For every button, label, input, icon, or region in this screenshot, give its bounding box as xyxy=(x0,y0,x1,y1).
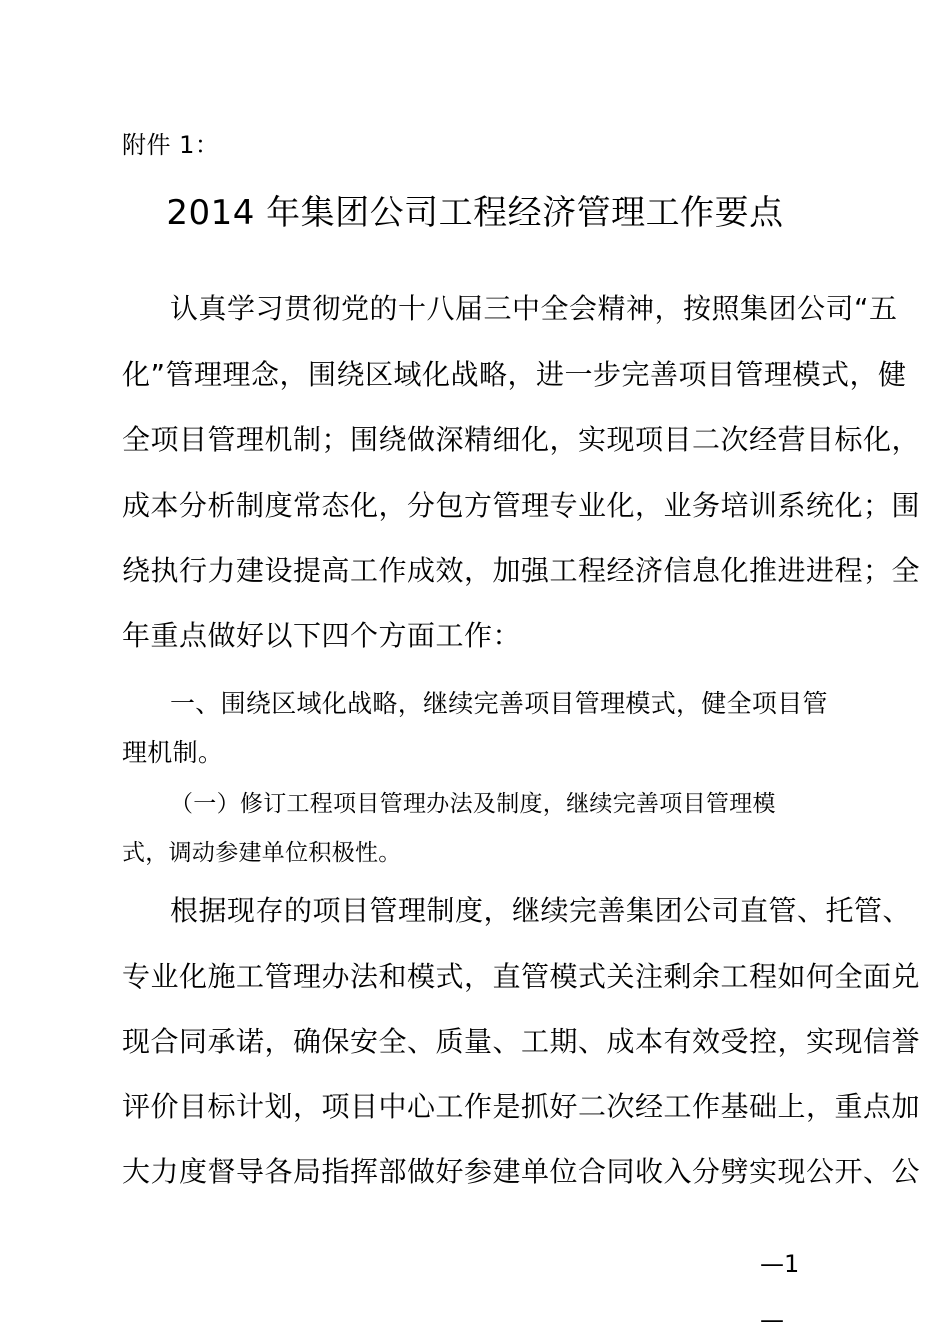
body-line: 专业化施工管理办法和模式，直管模式关注剩余工程如何全面兑 xyxy=(122,960,921,993)
attachment-label: 附件 1： xyxy=(122,131,220,159)
body-line: 现合同承诺，确保安全、质量、工期、成本有效受控，实现信誉 xyxy=(122,1025,921,1058)
intro-line: 认真学习贯彻党的十八届三中全会精神，按照集团公司“五 xyxy=(170,292,898,325)
intro-line: 绕执行力建设提高工作成效，加强工程经济信息化推进进程；全 xyxy=(122,554,921,587)
intro-line: 成本分析制度常态化，分包方管理专业化，业务培训系统化；围 xyxy=(122,489,921,522)
intro-line: 化”管理理念，围绕区域化战略，进一步完善项目管理模式，健 xyxy=(122,358,907,391)
subsection-heading-line: （一）修订工程项目管理办法及制度，继续完善项目管理模 xyxy=(170,791,776,817)
intro-line: 全项目管理机制；围绕做深精细化，实现项目二次经营目标化， xyxy=(122,423,921,456)
document-title: 2014 年集团公司工程经济管理工作要点 xyxy=(166,193,784,233)
page-number: —1 xyxy=(760,1250,800,1278)
page-number-dash: — xyxy=(760,1306,784,1334)
body-line: 评价目标计划，项目中心工作是抓好二次经工作基础上，重点加 xyxy=(122,1090,921,1123)
body-line: 根据现存的项目管理制度，继续完善集团公司直管、托管、 xyxy=(170,894,912,927)
intro-line: 年重点做好以下四个方面工作： xyxy=(122,619,522,652)
section-heading-line: 理机制。 xyxy=(122,738,224,767)
body-line: 大力度督导各局指挥部做好参建单位合同收入分劈实现公开、公 xyxy=(122,1155,921,1188)
subsection-heading-line: 式，调动参建单位积极性。 xyxy=(122,840,402,866)
section-heading-line: 一、围绕区域化战略，继续完善项目管理模式，健全项目管 xyxy=(170,689,828,718)
